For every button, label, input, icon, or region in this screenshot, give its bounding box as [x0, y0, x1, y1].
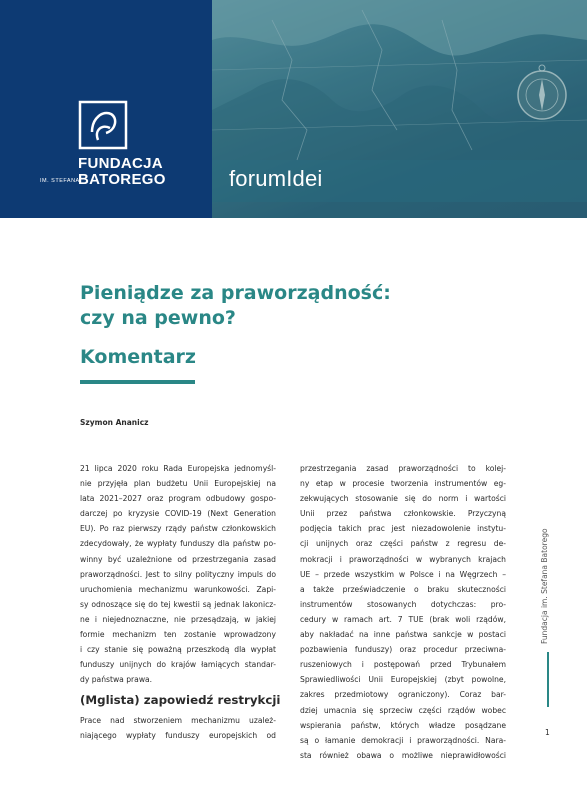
body-text-line: nie przyjęła plan budżetu Unii Europejskiej na: [80, 479, 276, 489]
brand-panel: [0, 0, 212, 218]
title-divider: [80, 380, 195, 384]
body-text-line: dy państwa prawa.: [80, 675, 153, 685]
body-text-line: EU). Po raz pierwszy rządy państw członkowskich: [80, 524, 276, 534]
body-text-line: aby nakładać na inne państwa sankcje w postaci: [300, 630, 506, 640]
body-text-line: lata 2021–2027 oraz program odbudowy gospo-: [80, 494, 276, 504]
foundation-logo-icon: [78, 100, 128, 150]
sidebar-divider: [547, 652, 549, 707]
body-text-line: ny etap w procesie tworzenia instrumentów eg-: [300, 479, 506, 489]
body-text-line: UE – przede wszystkim w Polsce i na Węgrzech –: [300, 569, 506, 579]
body-column-left: [80, 461, 276, 687]
body-text-line: przestrzegania zasad praworządności to kolej-: [300, 464, 506, 473]
body-text-line: ruszeniowych i postępowań przed Trybunałem: [300, 660, 506, 670]
body-text-line: uruchomienia mechanizmu warunkowości. Zapi-: [80, 584, 276, 594]
body-text-line: Sprawiedliwości Unii Europejskiej (zbyt powolne,: [300, 675, 506, 685]
body-text-line: cji unijnych oraz części państw z regresu de-: [300, 539, 506, 549]
body-text-line: praworządności. Jest to silny polityczny impuls do: [80, 569, 276, 579]
author-name: Szymon Ananicz: [80, 418, 149, 427]
body-text-line: darczej po kryzysie COVID-19 (Next Generation: [80, 509, 276, 519]
body-text-line: Unii przez państwa członkowskie. Przyczyną: [300, 509, 506, 519]
body-text-line: i czy stanie się poważną przeszkodą dla wypłat: [80, 645, 276, 655]
header-map-image: [212, 0, 587, 218]
body-text-line: cedury w ramach art. 7 TUE (brak woli rządów,: [300, 614, 506, 624]
logo-small-text: IM. STEFANA: [40, 178, 80, 184]
body-column-right: [300, 461, 506, 763]
sidebar-vertical-text: Fundacja im. Stefana Batorego: [540, 528, 549, 644]
body-text-line: sy odnoszące się do tej kwestii są jednak lakonicz-: [80, 599, 276, 609]
page-header: [0, 0, 587, 218]
body-text-line: winny być uzależnione od przestrzegania zasad: [80, 554, 276, 564]
document-title-line2: czy na pewno?: [80, 307, 236, 329]
body-text-line: zdecydowały, że wypłaty funduszy dla państw po-: [80, 539, 276, 549]
body-text-line: funduszy unijnych do krajów łamiących standar-: [80, 660, 276, 670]
body-text-line: są o łamanie demokracji i praworządności. Nara-: [300, 735, 506, 745]
page-number: 1: [545, 728, 550, 737]
document-title-line1: Pieniądze za praworządność:: [80, 282, 391, 304]
body-text-line: a także przeświadczenie o braku skuteczności: [300, 584, 506, 594]
body-text-line: sta również obawa o możliwe nieprawidłowości: [300, 750, 506, 760]
body-text-line: wspierania państw, których władze posądzane: [300, 720, 506, 730]
body-column-left-continued: [80, 713, 276, 743]
body-text-line: zekwujących stosowanie się do norm i wartości: [300, 494, 506, 504]
body-text-line: podjęcia takich prac jest niezadowolenie instytu-: [300, 524, 506, 534]
body-text-line: niającego wypłaty funduszy europejskich od: [80, 731, 276, 741]
body-text-line: Prace nad stworzeniem mechanizmu uzależ-: [80, 716, 276, 725]
body-text-line: mokracji i praworządności w wybranych krajach: [300, 554, 506, 564]
series-label: forumIdei: [229, 166, 323, 191]
body-text-line: zakres przedmiotowy ograniczony). Coraz bar-: [300, 690, 506, 700]
body-text-line: dziej umacnia się sprzeciw części rządów wobec: [300, 705, 506, 715]
body-text-line: formie mechanizm ten zostanie wprowadzony: [80, 630, 276, 640]
body-text-line: 21 lipca 2020 roku Rada Europejska jednomyśl-: [80, 464, 276, 473]
body-text-line: pozbawienia funduszy) oraz procedur przeciwna-: [300, 645, 506, 655]
document-subtitle: Komentarz: [80, 346, 196, 368]
logo-wordmark-line1: FUNDACJA: [78, 155, 163, 172]
section-heading: (Mglista) zapowiedź restrykcji: [80, 693, 281, 707]
logo-wordmark-line2: BATOREGO: [78, 171, 166, 188]
body-text-line: instrumentów stosowanych dotychczas: pro-: [300, 599, 506, 609]
body-text-line: ne i niejednoznaczne, nie przesądzają, w jakiej: [80, 614, 276, 624]
